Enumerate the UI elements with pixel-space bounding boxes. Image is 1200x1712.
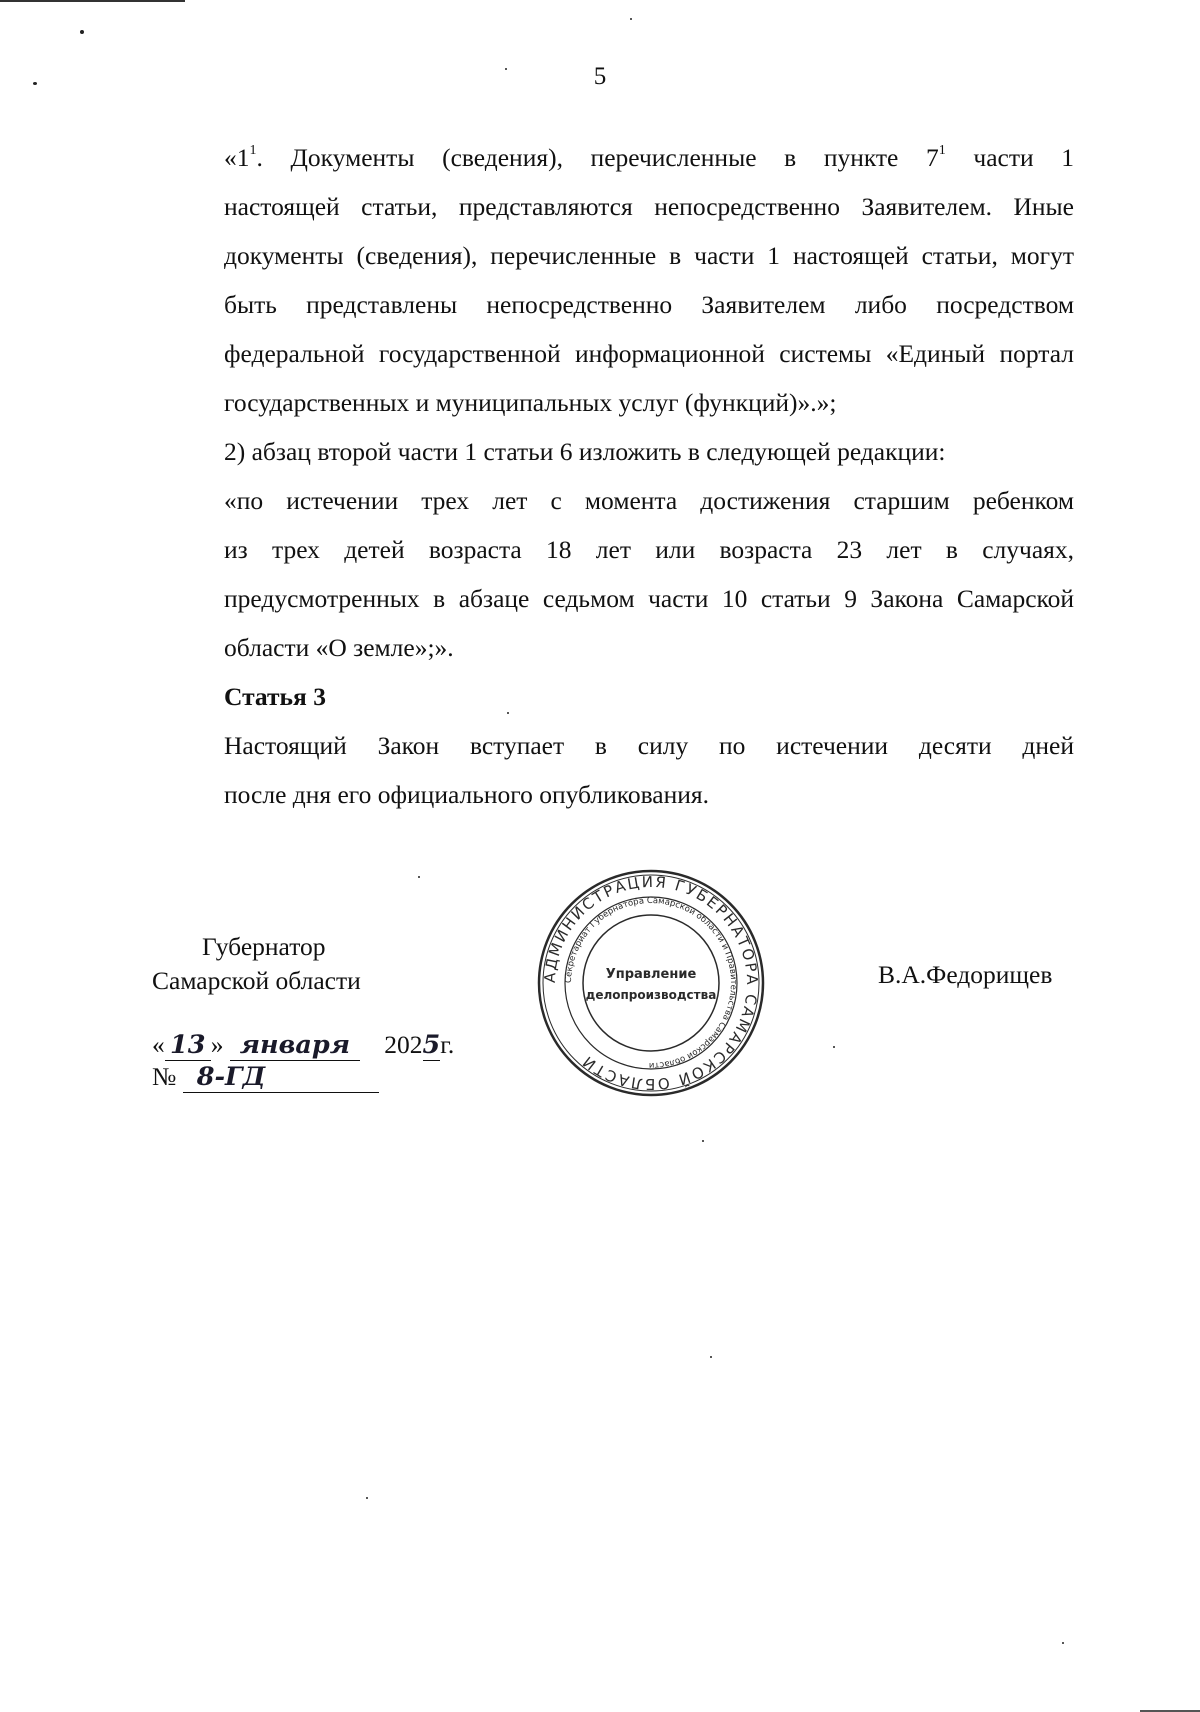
scan-speck	[702, 1140, 704, 1142]
paragraph-1-line-4: быть представлены непосредственно Заявителем либо посредством	[224, 290, 1074, 319]
paragraph-1-line-6: государственных и муниципальных услуг (функций)».»;	[224, 388, 837, 417]
stamp-center-line-2: делопроизводства	[585, 988, 717, 1002]
official-stamp	[536, 868, 766, 1098]
paragraph-1-line-1	[152, 133, 1074, 182]
paragraph-4	[152, 721, 1074, 819]
paragraph-4-line-2: после дня его официального опубликования.	[224, 780, 709, 809]
signing-date	[152, 1030, 454, 1061]
stamp-middle-text: Секретариат Губернатора Самарской области и Правительства Самарской области	[563, 895, 739, 1071]
paragraph-1	[152, 133, 1074, 427]
paragraph-2-line-1: 2) абзац второй части 1 статьи 6 изложить в следующей редакции:	[224, 437, 946, 466]
paragraph-3-line-4: области «О земле»;».	[224, 633, 454, 662]
law-body-text	[152, 133, 1074, 819]
paragraph-3	[152, 476, 1074, 672]
stamp-center-line-1: Управление	[605, 967, 697, 982]
scan-speck	[418, 876, 420, 878]
paragraph-4-line-1: Настоящий Закон вступает в силу по истечении десяти дней	[224, 731, 1074, 760]
article-heading: Статья 3	[224, 682, 326, 711]
scan-speck	[710, 1356, 712, 1358]
date-year-suffix: г.	[440, 1030, 455, 1059]
top-edge-rule	[0, 0, 185, 2]
governor-title: Губернатор	[202, 932, 326, 961]
date-year-digit: 5	[422, 1030, 441, 1060]
superscript: 1	[249, 142, 257, 158]
signatory-name: В.А.Федорищев	[878, 960, 1053, 989]
paragraph-1-line-5: федеральной государственной информационной системы «Единый портал	[224, 339, 1074, 368]
date-day: 13	[165, 1030, 211, 1061]
paragraph-3-line-2: из трех детей возраста 18 лет или возраста 23 лет в случаях,	[224, 535, 1074, 564]
text-run: части 1	[945, 143, 1074, 172]
text-run: . Документы (сведения), перечисленные в пункте 7	[256, 143, 939, 172]
region-title: Самарской области	[152, 966, 361, 995]
scan-speck	[80, 30, 84, 34]
date-close-quote: »	[210, 1030, 224, 1059]
signature-title	[152, 930, 361, 998]
scan-speck	[630, 18, 632, 20]
scan-speck	[1062, 1642, 1064, 1644]
paragraph-1-line-3: документы (сведения), перечисленные в части 1 настоящей статьи, могут	[224, 241, 1074, 270]
law-number	[152, 1062, 379, 1093]
scan-speck	[833, 1046, 835, 1048]
superscript: 1	[938, 142, 946, 158]
text-run: «1	[224, 143, 250, 172]
paragraph-3-line-3: предусмотренных в абзаце седьмом части 10 статьи 9 Закона Самарской	[224, 584, 1074, 613]
paragraph-3-line-1: «по истечении трех лет с момента достижения старшим ребенком	[224, 486, 1074, 515]
date-open-quote: «	[152, 1030, 165, 1059]
date-month: января	[230, 1030, 360, 1061]
stamp-outer-text: АДМИНИСТРАЦИЯ ГУБЕРНАТОРА САМАРСКОЙ ОБЛАСТИ	[540, 872, 762, 1094]
number-label: №	[152, 1062, 177, 1091]
page-number: 5	[593, 63, 607, 90]
number-value: 8-ГД	[183, 1062, 379, 1093]
paragraph-2	[152, 427, 1074, 476]
paragraph-1-line-2: настоящей статьи, представляются непосредственно Заявителем. Иные	[224, 192, 1074, 221]
scan-speck	[366, 1497, 368, 1499]
date-year-prefix: 202	[384, 1030, 423, 1059]
